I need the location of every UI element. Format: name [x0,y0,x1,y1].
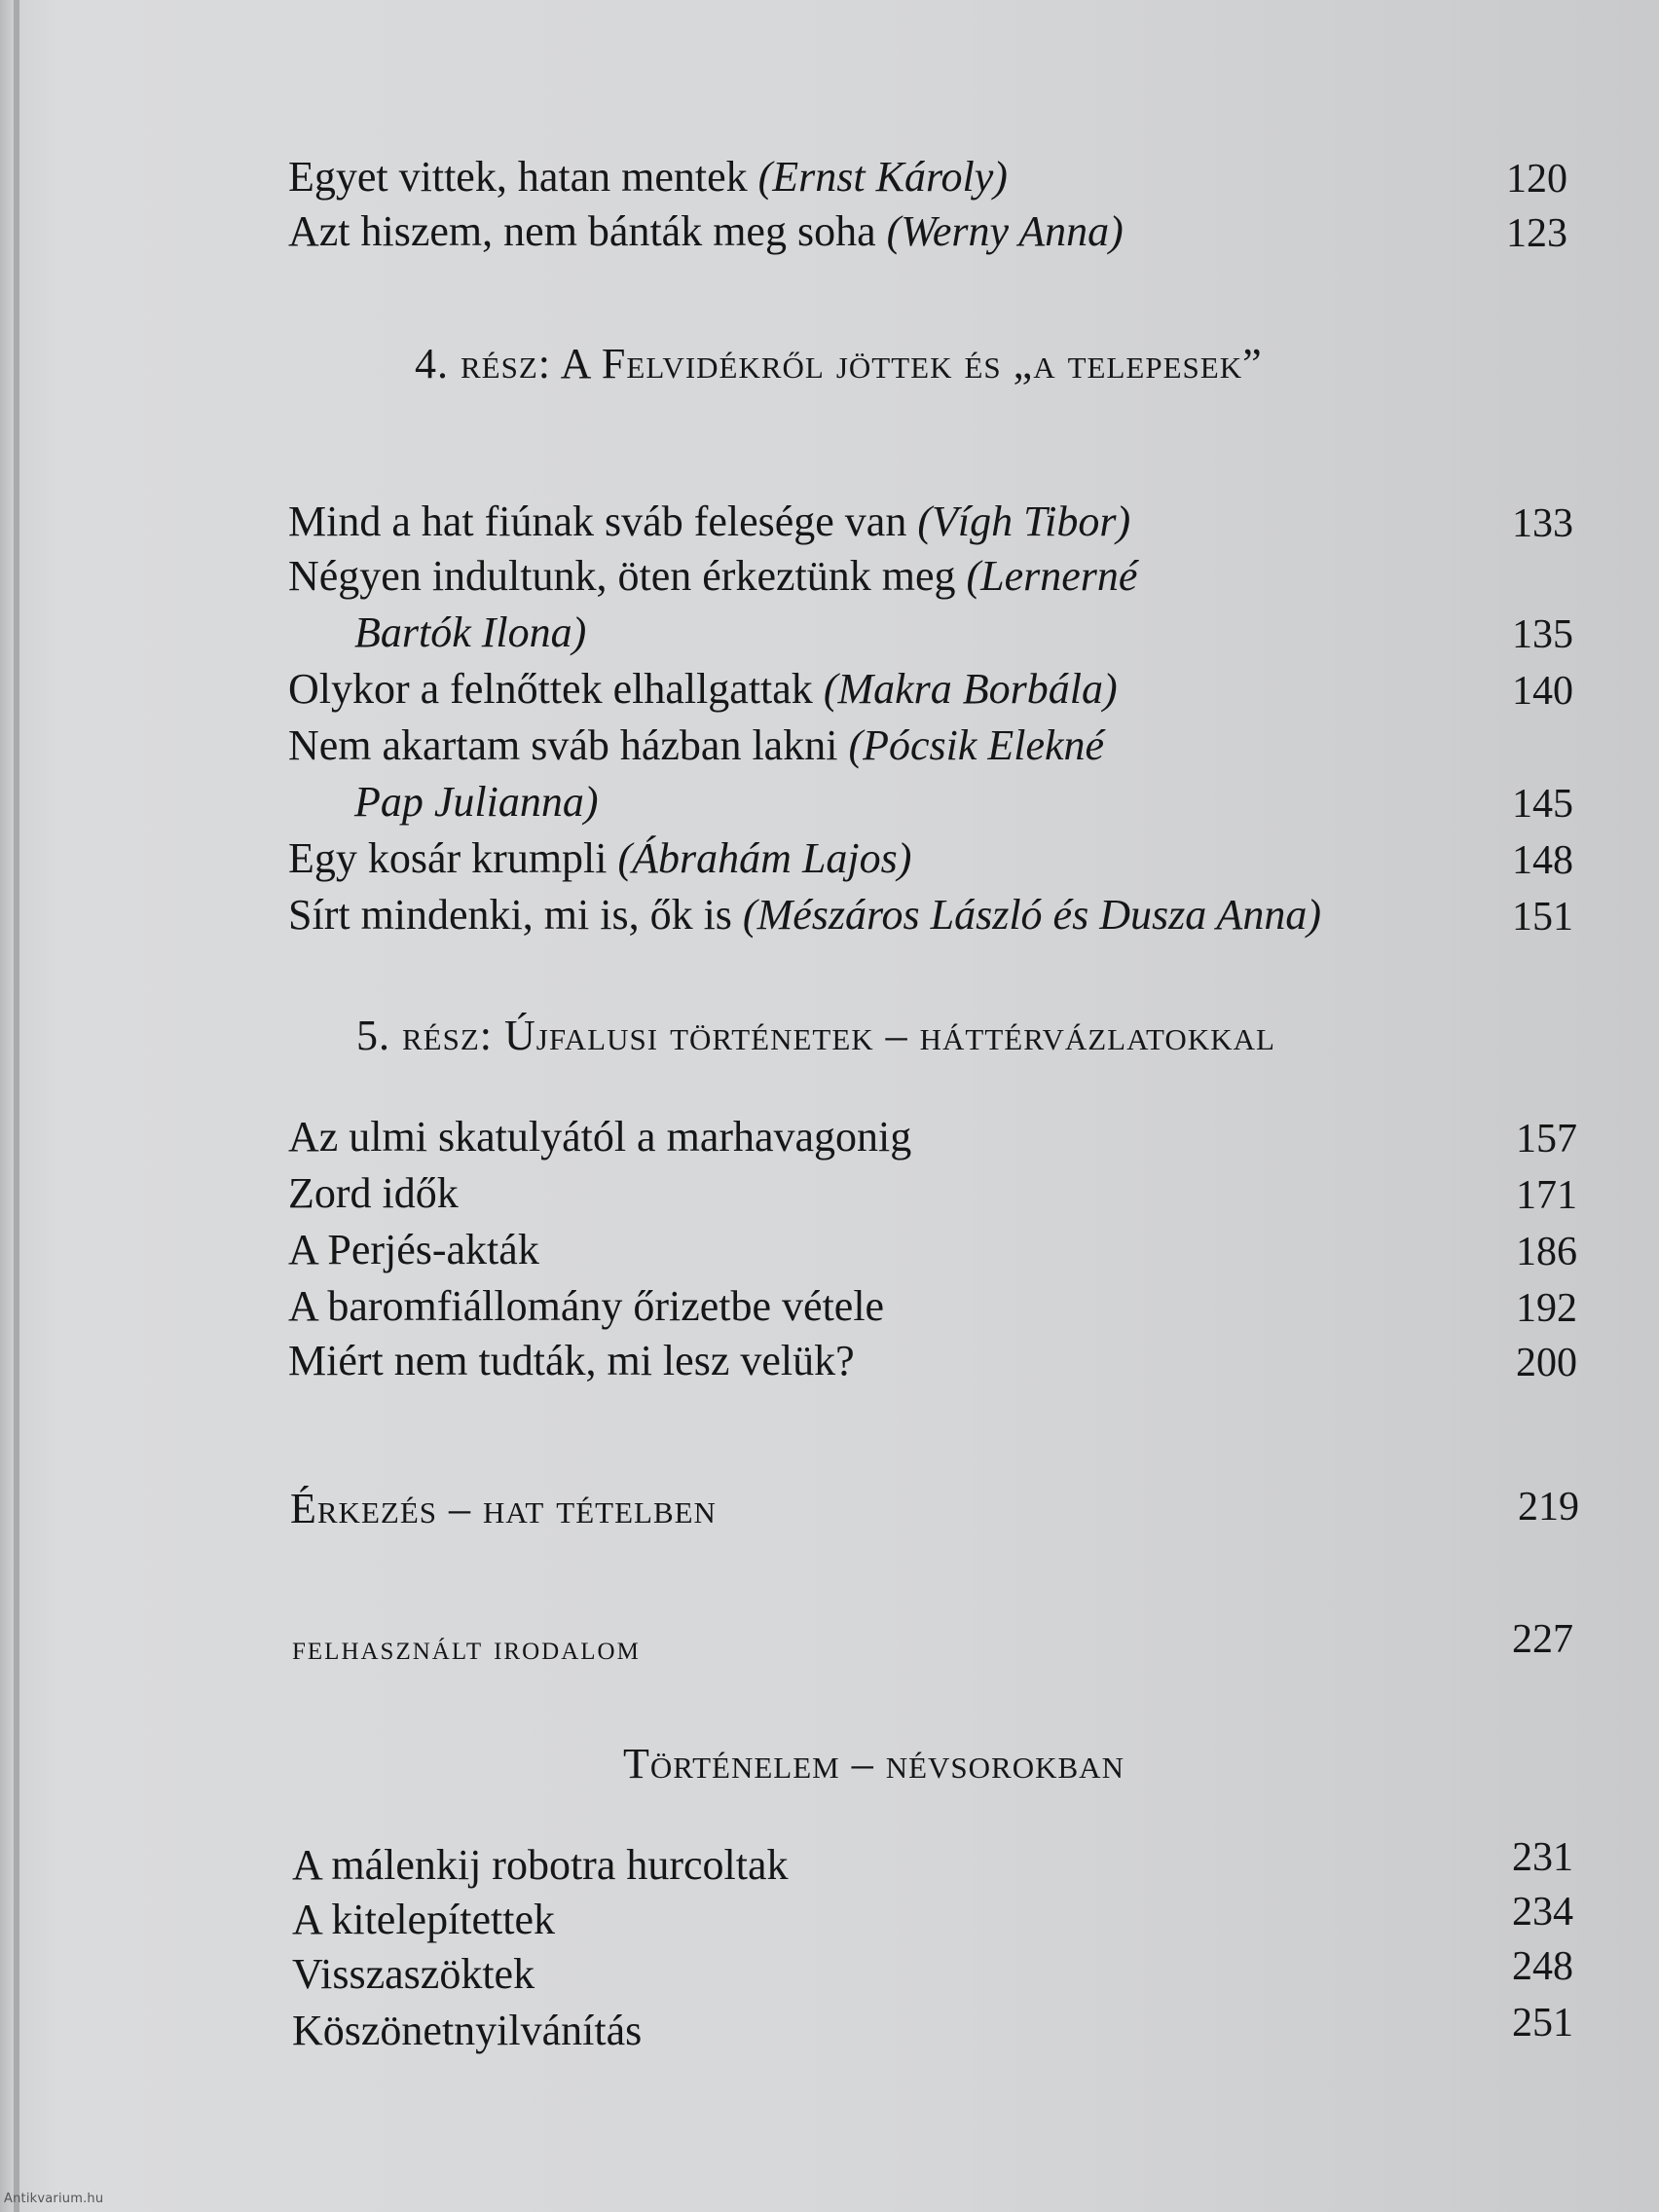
entry-page-number: 231 [1512,1835,1573,1880]
toc-entry [292,1838,789,1893]
section-heading-literature: felhasznált irodalom [292,1628,641,1667]
watermark: Antikvarium.hu [4,2192,104,2206]
entry-title: Mind a hat fiúnak sváb felesége van [288,498,918,545]
entry-author: (Makra Borbála) [823,665,1118,713]
toc-entry [288,150,1008,204]
toc-entry [288,1279,884,1334]
section-heading-part5: 5. rész: Újfalusi történetek – háttérvázlatokkal [356,1012,1275,1059]
entry-title: Egyet vittek, hatan mentek [288,153,758,201]
entry-title: A baromfiállomány őrizetbe vétele [288,1282,885,1330]
entry-author: (Mészáros László és Dusza Anna) [742,891,1321,939]
section-heading-part4: 4. rész: A Felvidékről jöttek és „a telepesek” [415,340,1263,387]
entry-page-number: 186 [1516,1230,1577,1274]
entry-title: A málenkij robotra hurcoltak [292,1841,789,1889]
entry-page-number: 123 [1506,211,1567,256]
toc-entry [288,1223,539,1277]
entry-title: Sírt mindenki, mi is, ők is [288,891,743,939]
entry-title: A kitelepítettek [292,1896,556,1943]
toc-entry [288,1166,459,1221]
section-heading-arrival: Érkezés – hat tételben [290,1485,717,1532]
entry-page-number: 192 [1516,1286,1577,1331]
entry-title: A Perjés-akták [288,1226,539,1273]
entry-page-number: 251 [1512,2001,1573,2046]
entry-page-number: 234 [1512,1890,1573,1935]
toc-entry [288,662,1118,717]
entry-title: Az ulmi skatulyától a marhavagonig [288,1113,912,1161]
entry-title: Azt hiszem, nem bánták meg soha [288,207,887,255]
entry-author-continuation: Bartók Ilona) [354,608,587,656]
toc-entry [288,549,1137,604]
entry-page-number: 148 [1512,838,1573,883]
entry-page-number: 248 [1512,1944,1573,1989]
entry-page-number: 151 [1512,895,1573,940]
entry-page-number: 120 [1506,157,1567,202]
toc-entry [288,831,911,886]
entry-author: (Ábrahám Lajos) [617,834,912,882]
toc-entry [288,495,1130,549]
entry-author: (Werny Anna) [886,207,1124,255]
entry-title: Visszaszöktek [292,1950,535,1998]
toc-entry [292,1893,555,1947]
entry-page-number: 140 [1512,669,1573,714]
entry-title: Olykor a felnőttek elhallgattak [288,665,824,713]
entry-page-number: 219 [1518,1485,1579,1530]
entry-author: (Vígh Tibor) [917,498,1131,545]
entry-author: (Lernerné [966,552,1138,600]
toc-entry [288,1110,911,1164]
toc-entry [288,1334,855,1388]
entry-author-continuation: Pap Julianna) [354,778,599,826]
entry-title: Nem akartam sváb házban lakni [288,721,849,769]
entry-author: (Ernst Károly) [757,153,1008,201]
entry-title: Négyen indultunk, öten érkeztünk meg [288,552,967,600]
toc-entry [292,1947,535,2002]
section-heading-history: Történelem – névsorokban [623,1740,1124,1788]
entry-title: Miért nem tudták, mi lesz velük? [288,1337,855,1384]
entry-page-number: 133 [1512,501,1573,546]
toc-entry [292,2004,642,2058]
entry-title: Zord idők [288,1169,459,1217]
entry-page-number: 200 [1516,1341,1577,1385]
entry-page-number: 135 [1512,612,1573,657]
entry-page-number: 145 [1512,782,1573,827]
entry-author: (Pócsik Elekné [848,721,1105,769]
toc-entry [288,719,1104,773]
toc-entry [288,204,1124,259]
entry-page-number: 157 [1516,1117,1577,1161]
entry-title: Köszönetnyilvánítás [292,2007,643,2054]
entry-title: Egy kosár krumpli [288,834,618,882]
entry-page-number: 171 [1516,1173,1577,1218]
toc-entry [288,888,1321,942]
entry-page-number: 227 [1512,1617,1573,1662]
page-spine [14,0,19,2212]
